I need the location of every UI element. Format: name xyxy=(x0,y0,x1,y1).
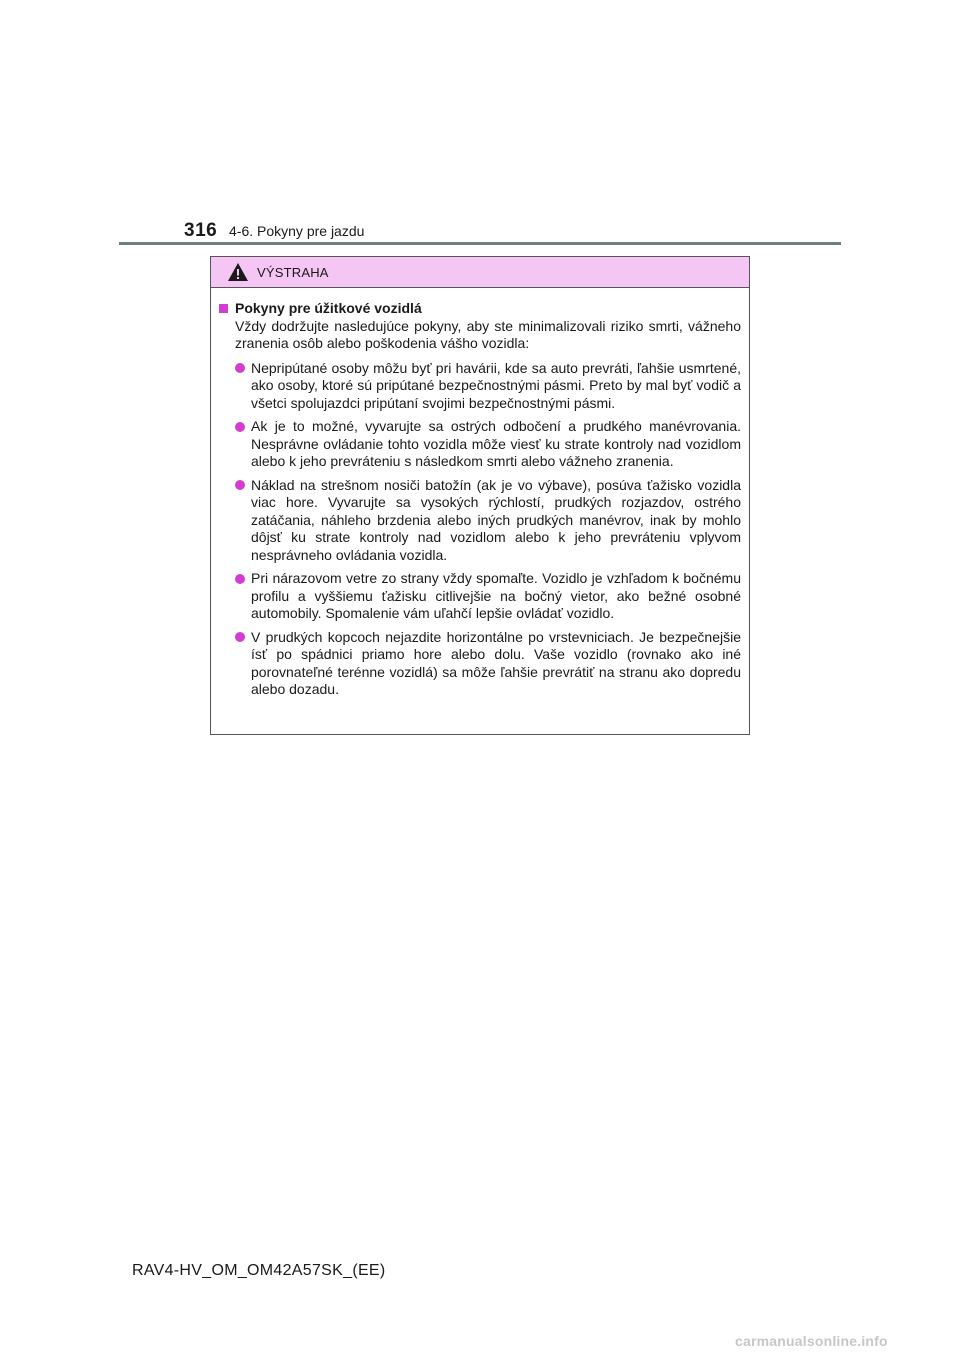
list-item xyxy=(219,477,741,565)
warning-body xyxy=(211,288,749,699)
warning-triangle-icon xyxy=(227,262,249,282)
list-item xyxy=(219,418,741,471)
section-title: 4-6. Pokyny pre jazdu xyxy=(229,223,365,239)
list-item-text: Náklad na strešnom nosiči batožín (ak je vo výbave), posúva ťažisko vozidla viac hore. Vyvarujte sa vysokých rýchlostí, prudkých rozjazdov, ostrého zatáčania, náhleho brzdenia alebo iných prudkých manévrov, inak by mohlo dôjsť ku strate kontroly nad vozidlom alebo k jeho prevráteniu vplyvom nesprávneho ovládania vozidla. xyxy=(251,476,741,563)
list-item-text: V prudkých kopcoch nejazdite horizontálne po vrstevniciach. Je bezpečnejšie ísť po spádnici priamo hore alebo dolu. Vaše vozidlo (rovnako ako iné porovnateľné terénne vozidlá) sa môže ľahšie prevrátiť na stranu ako dopredu alebo dozadu. xyxy=(251,628,741,697)
square-bullet-icon xyxy=(219,304,228,313)
circle-bullet-icon xyxy=(235,363,245,373)
warning-intro: Vždy dodržujte nasledujúce pokyny, aby ste minimalizovali riziko smrti, vážneho zranenia osôb alebo poškodenia vášho vozidla: xyxy=(235,317,741,351)
circle-bullet-icon xyxy=(235,422,245,432)
header-divider xyxy=(119,242,841,245)
footer-model-code: RAV4-HV_OM_OM42A57SK_(EE) xyxy=(132,1262,386,1279)
watermark: carmanualsonline.info xyxy=(735,1333,888,1349)
page-number: 316 xyxy=(184,220,218,241)
list-item-text: Pri nárazovom vetre zo strany vždy spomaľte. Vozidlo je vzhľadom k bočnému profilu a vyššiemu ťažisku citlivejšie na bočný vietor, ako bežné osobné automobily. Spomalenie vám uľahčí lepšie ovládať vozidlo. xyxy=(251,570,741,621)
list-item-text: Nepripútané osoby môžu byť pri havárii, kde sa auto prevráti, ľahšie usmrtené, ako osoby, ktoré sú pripútané bezpečnostnými pásmi. Preto by mal byť vodič a všetci spolujazdci pripútaní svojimi bezpečnostnými pásmi. xyxy=(251,359,741,411)
warning-subheading xyxy=(219,300,741,318)
circle-bullet-icon xyxy=(235,632,245,642)
circle-bullet-icon xyxy=(235,480,245,490)
list-item xyxy=(219,629,741,699)
warning-title: VÝSTRAHA xyxy=(257,264,329,280)
warning-header xyxy=(211,257,749,288)
list-item xyxy=(219,570,741,623)
warning-list xyxy=(219,360,741,699)
list-item xyxy=(219,360,741,413)
warning-box xyxy=(210,256,750,735)
circle-bullet-icon xyxy=(235,574,245,584)
list-item-text: Ak je to možné, vyvarujte sa ostrých odbočení a prudkého manévrovania. Nesprávne ovládanie tohto vozidla môže viesť ku strate kontroly nad vozidlom alebo k jeho prevráteniu s následkom smrti alebo vážneho zranenia. xyxy=(251,418,741,469)
warning-heading-text: Pokyny pre úžitkové vozidlá xyxy=(235,300,422,316)
